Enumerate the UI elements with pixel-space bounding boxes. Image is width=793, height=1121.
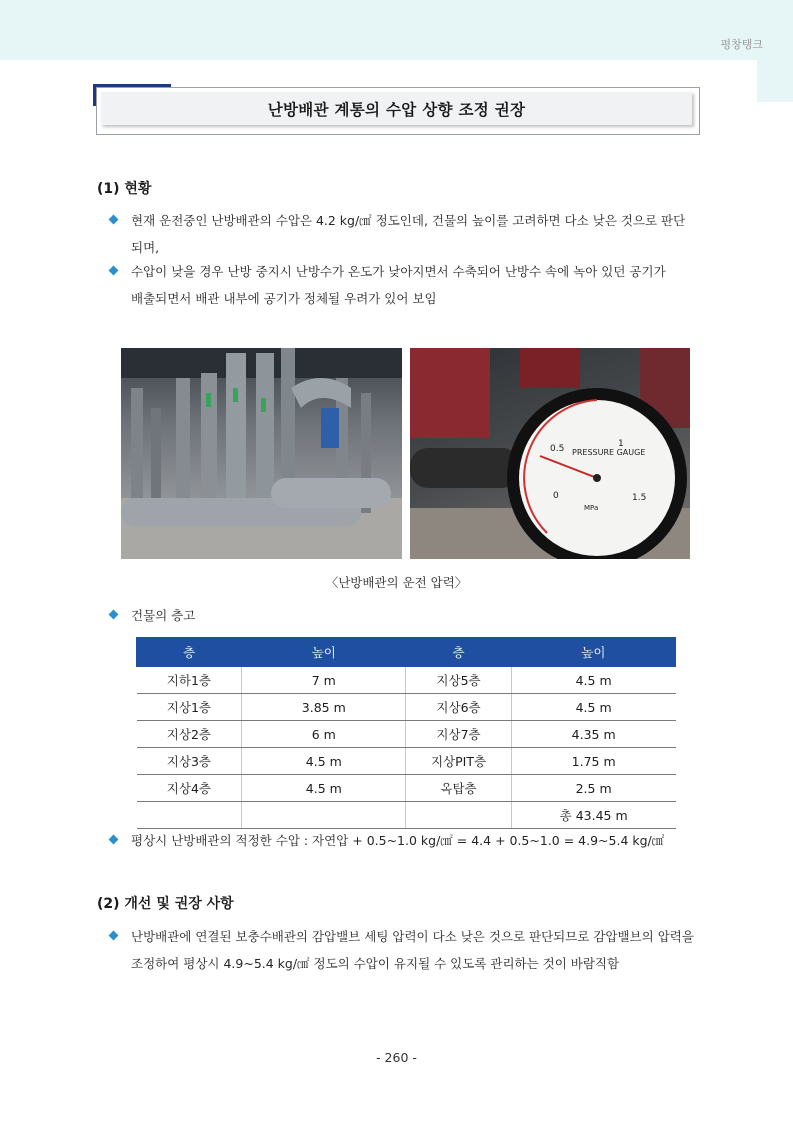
gauge-unit: MPa <box>584 504 599 512</box>
bullet-line: 평상시 난방배관의 적정한 수압 : 자연압 + 0.5~1.0 kg/㎠ = 4.4 + 0.5~1.0 = 4.9~5.4 kg/㎠ <box>131 833 665 848</box>
photo-caption: 〈난방배관의 운전 압력〉 <box>325 575 468 590</box>
table-cell: 지상6층 <box>406 694 511 721</box>
gauge-label: PRESSURE GAUGE <box>572 448 646 457</box>
page-number: - 260 - <box>376 1050 417 1065</box>
table-cell <box>242 802 406 829</box>
bullet-line: 현재 운전중인 난방배관의 수압은 4.2 kg/㎠ 정도인데, 건물의 높이를 고려하면 다소 낮은 것으로 판단 <box>131 213 686 228</box>
table-header-row <box>137 638 676 667</box>
table-cell: 지상7층 <box>406 721 511 748</box>
table-header: 층 <box>406 638 511 667</box>
table-cell: 지상1층 <box>137 694 242 721</box>
table-header: 높이 <box>242 638 406 667</box>
table-cell: 3.85 m <box>242 694 406 721</box>
table-total-row <box>137 802 676 829</box>
title-panel <box>101 92 692 125</box>
bullet-line: 되며, <box>131 240 160 255</box>
bullet-line: 난방배관에 연결된 보충수배관의 감압밸브 세팅 압력이 다소 낮은 것으로 판단되므로 감압밸브의 압력을 <box>131 929 694 944</box>
table-cell: 4.5 m <box>242 748 406 775</box>
bullet-line: 배출되면서 배관 내부에 공기가 정체될 우려가 있어 보임 <box>131 291 437 306</box>
section-heading-recommendation: (2) 개선 및 권장 사항 <box>97 896 234 912</box>
table-cell: 2.5 m <box>511 775 675 802</box>
bullet-current-pressure <box>110 207 705 261</box>
gauge-tick: 0 <box>553 491 559 501</box>
table-header: 높이 <box>511 638 675 667</box>
table-row <box>137 694 676 721</box>
bullet-recommendation <box>110 923 705 977</box>
table-cell: 옥탑층 <box>406 775 511 802</box>
table-row <box>137 667 676 694</box>
table-cell: 4.5 m <box>511 667 675 694</box>
bullet-air-risk <box>110 258 705 312</box>
table-cell: 지상2층 <box>137 721 242 748</box>
header-band <box>0 0 793 60</box>
table-row <box>137 748 676 775</box>
table-cell: 7 m <box>242 667 406 694</box>
bullet-line: 조정하여 평상시 4.9~5.4 kg/㎠ 정도의 수압이 유지될 수 있도록 관리하는 것이 바람직함 <box>131 956 620 971</box>
table-cell: 6 m <box>242 721 406 748</box>
table-cell: 4.35 m <box>511 721 675 748</box>
table-cell: 지상PIT층 <box>406 748 511 775</box>
title-box <box>93 84 700 134</box>
table-cell <box>406 802 511 829</box>
table-cell: 4.5 m <box>511 694 675 721</box>
gauge-photo <box>410 348 690 559</box>
gauge-illustration <box>410 348 690 559</box>
floor-height-table <box>136 637 676 829</box>
bullet-floor-heights <box>110 602 705 629</box>
table-cell: 지하1층 <box>137 667 242 694</box>
table-row <box>137 721 676 748</box>
table-cell <box>137 802 242 829</box>
page-title: 난방배관 계통의 수압 상향 조정 권장 <box>267 100 526 119</box>
table-row <box>137 775 676 802</box>
bullet-line: 수압이 낮을 경우 난방 중지시 난방수가 온도가 낮아지면서 수축되어 난방수 속에 녹아 있던 공기가 <box>131 264 666 279</box>
piping-illustration <box>121 348 402 559</box>
gauge-tick: 1 <box>618 439 624 449</box>
table-header: 층 <box>137 638 242 667</box>
header-label: 평창탱크 <box>720 38 763 51</box>
bullet-line: 건물의 층고 <box>131 608 196 623</box>
table-total-cell: 총 43.45 m <box>511 802 675 829</box>
piping-photo <box>121 348 402 559</box>
table-cell: 1.75 m <box>511 748 675 775</box>
side-tab <box>757 60 793 102</box>
gauge-tick: 0.5 <box>550 444 565 454</box>
table-cell: 지상4층 <box>137 775 242 802</box>
table-cell: 지상5층 <box>406 667 511 694</box>
gauge-tick: 1.5 <box>632 493 647 503</box>
section-heading-status: (1) 현황 <box>97 181 152 197</box>
table-cell: 4.5 m <box>242 775 406 802</box>
bullet-proper-pressure <box>110 827 705 854</box>
table-cell: 지상3층 <box>137 748 242 775</box>
